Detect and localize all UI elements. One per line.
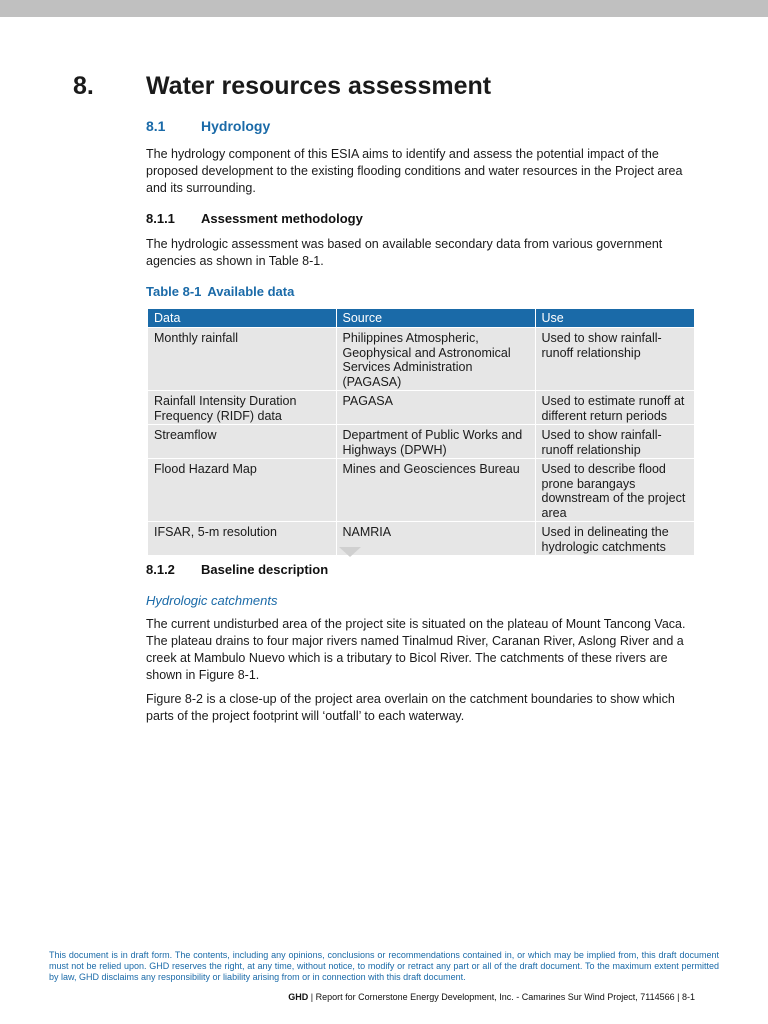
table-row — [148, 522, 694, 556]
table-caption-label: Table 8-1 — [146, 284, 202, 299]
cell-use: Used to describe flood prone barangays downstream of the project area — [535, 459, 694, 522]
cell-use: Used to show rainfall-runoff relationship — [535, 328, 694, 391]
table-row — [148, 391, 694, 425]
page-footer — [288, 992, 695, 1002]
subsection-number: 8.1 — [146, 118, 166, 134]
section-title: Water resources assessment — [146, 72, 492, 100]
sub811-number: 8.1.1 — [146, 211, 175, 226]
sub812-number: 8.1.2 — [146, 562, 175, 577]
cell-data: Flood Hazard Map — [148, 459, 336, 522]
cell-data: Streamflow — [148, 425, 336, 459]
table-row — [148, 459, 694, 522]
cell-source: Philippines Atmospheric, Geophysical and Astronomical Services Administration (PAGASA) — [336, 328, 535, 391]
hydrologic-catchments-heading: Hydrologic catchments — [146, 593, 278, 608]
table-row — [148, 328, 694, 391]
table-header-row — [148, 309, 694, 328]
cell-data: Monthly rainfall — [148, 328, 336, 391]
header-data: Data — [148, 309, 336, 328]
cell-source: NAMRIA — [336, 522, 535, 556]
cell-source: PAGASA — [336, 391, 535, 425]
draft-disclaimer: This document is in draft form. The contents, including any opinions, conclusions or recommendations contained in, or which may be implied from, this draft document must not be relied upon. GHD reserves the right, at any time, without notice, to modify or retract any part or all of the draft document. To the maximum extent permitted by law, GHD disclaims any responsibility or liability arising from or in connection with this draft document. — [49, 950, 719, 982]
catchments-paragraph-2: Figure 8-2 is a close-up of the project area overlain on the catchment boundaries to show which parts of the project footprint will ‘outfall’ to each waterway. — [146, 692, 675, 723]
cell-source: Mines and Geosciences Bureau — [336, 459, 535, 522]
cell-use: Used in delineating the hydrologic catchments — [535, 522, 694, 556]
cell-source: Department of Public Works and Highways (DPWH) — [336, 425, 535, 459]
intro-paragraph: The hydrology component of this ESIA aims to identify and assess the potential impact of the proposed development to the existing flooding conditions and water resources in the Project area and its surrounding. — [146, 147, 683, 195]
cell-use: Used to show rainfall-runoff relationship — [535, 425, 694, 459]
subsection-title: Hydrology — [201, 118, 271, 134]
section-number: 8. — [73, 72, 94, 100]
method-paragraph: The hydrologic assessment was based on available secondary data from various government agencies as shown in Table 8-1. — [146, 237, 663, 268]
available-data-table — [148, 309, 694, 555]
table-caption-title: Available data — [207, 284, 295, 299]
sub811-title: Assessment methodology — [201, 211, 363, 226]
header-use: Use — [535, 309, 694, 328]
top-bar — [0, 0, 768, 17]
cell-data: Rainfall Intensity Duration Frequency (RIDF) data — [148, 391, 336, 425]
cell-use: Used to estimate runoff at different return periods — [535, 391, 694, 425]
sub812-title: Baseline description — [201, 562, 329, 577]
footer-text: | Report for Cornerstone Energy Development, Inc. - Camarines Sur Wind Project, 7114566 | 8-1 — [308, 992, 695, 1002]
footer-brand: GHD — [288, 992, 309, 1002]
triangle-marker-icon — [339, 547, 361, 557]
catchments-paragraph-1: The current undisturbed area of the project site is situated on the plateau of Mount Tancong Vaca. The plateau drains to four major rivers named Tinalmud River, Caranan River, Aslong River and a creek at Mambulo Nuevo which is a tributary to Bicol River. The catchments of these rivers are shown in Figure 8-1. — [146, 617, 686, 682]
cell-data: IFSAR, 5-m resolution — [148, 522, 336, 556]
table-caption — [146, 284, 294, 299]
header-source: Source — [336, 309, 535, 328]
table-row — [148, 425, 694, 459]
